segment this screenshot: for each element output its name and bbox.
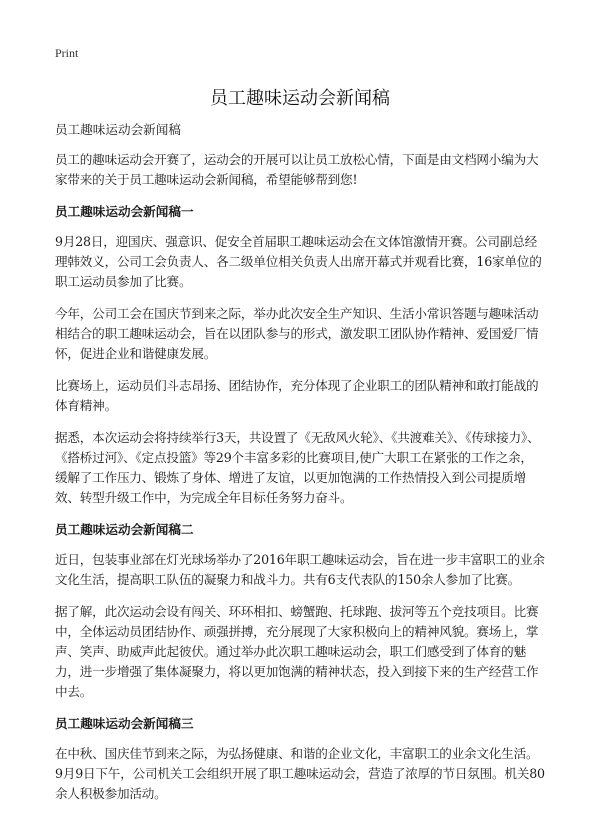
paragraph: 比赛场上，运动员们斗志昂扬、团结协作，充分体现了企业职工的团队精神和敢打能战的体育精神。	[55, 378, 539, 413]
document-body	[55, 120, 545, 816]
section-heading: 员工趣味运动会新闻稿二	[55, 522, 194, 537]
document-subtitle: 员工趣味运动会新闻稿	[55, 122, 181, 137]
section-heading: 员工趣味运动会新闻稿三	[55, 716, 194, 731]
intro-paragraph: 员工的趣味运动会开赛了，运动会的开展可以让员工放松心情，下面是由文档网小编为大家带来的关于员工趣味运动会新闻稿，希望能够帮到您!	[55, 152, 539, 187]
section-1	[55, 202, 545, 508]
paragraph: 据了解，此次运动会设有闯关、环环相扣、螃蟹跑、托球跑、拔河等五个竞技项目。比赛中，全体运动员团结协作、顽强拼搏，充分展现了大家积极向上的精神风貌。赛场上，掌声、笑声、助威声此起彼伏。通过举办此次职工趣味运动会，职工们感受到了体育的魅力，进一步增强了集体凝聚力，将以更加饱满的精神状态，投入到接下来的生产经营工作中去。	[55, 604, 539, 699]
section-2	[55, 520, 545, 702]
paragraph: 今年，公司工会在国庆节到来之际，举办此次安全生产知识、生活小常识答题与趣味活动相结合的职工趣味运动会，旨在以团队参与的形式，激发职工团队协作精神、爱国爱厂情怀，促进企业和谐健康发展。	[55, 306, 539, 361]
section-heading: 员工趣味运动会新闻稿一	[55, 204, 194, 219]
print-label[interactable]: Print	[55, 46, 79, 60]
paragraph: 9月28日，迎国庆、强意识、促安全首届职工趣味运动会在文体馆激情开赛。公司副总经理韩效义，公司工会负责人、各二级单位相关负责人出席开幕式并观看比赛，16家单位的职工运动员参加了比赛。	[55, 234, 542, 289]
paragraph: 在中秋、国庆佳节到来之际，为弘扬健康、和谐的企业文化，丰富职工的业余文化生活。9月9日下午，公司机关工会组织开展了职工趣味运动会，营造了浓厚的节日氛围。机关80余人积极参加活动。	[55, 746, 545, 801]
paragraph: 近日，包装事业部在灯光球场举办了2016年职工趣味运动会，旨在进一步丰富职工的业余文化生活，提高职工队伍的凝聚力和战斗力。共有6支代表队的150余人参加了比赛。	[55, 552, 545, 587]
paragraph: 据悉，本次运动会将持续举行3天，共设置了《无敌风火轮》、《共渡难关》、《传球接力》、《搭桥过河》、《定点投篮》等29个丰富多彩的比赛项目,使广大职工在紧张的工作之余，缓解了工作压力、锻炼了身体、增进了友谊，以更加饱满的工作热情投入到公司提质增效、转型升级工作中，为完成全年目标任务努力奋斗。	[55, 430, 540, 505]
document-title: 员工趣味运动会新闻稿	[210, 88, 390, 109]
section-3	[55, 714, 545, 804]
